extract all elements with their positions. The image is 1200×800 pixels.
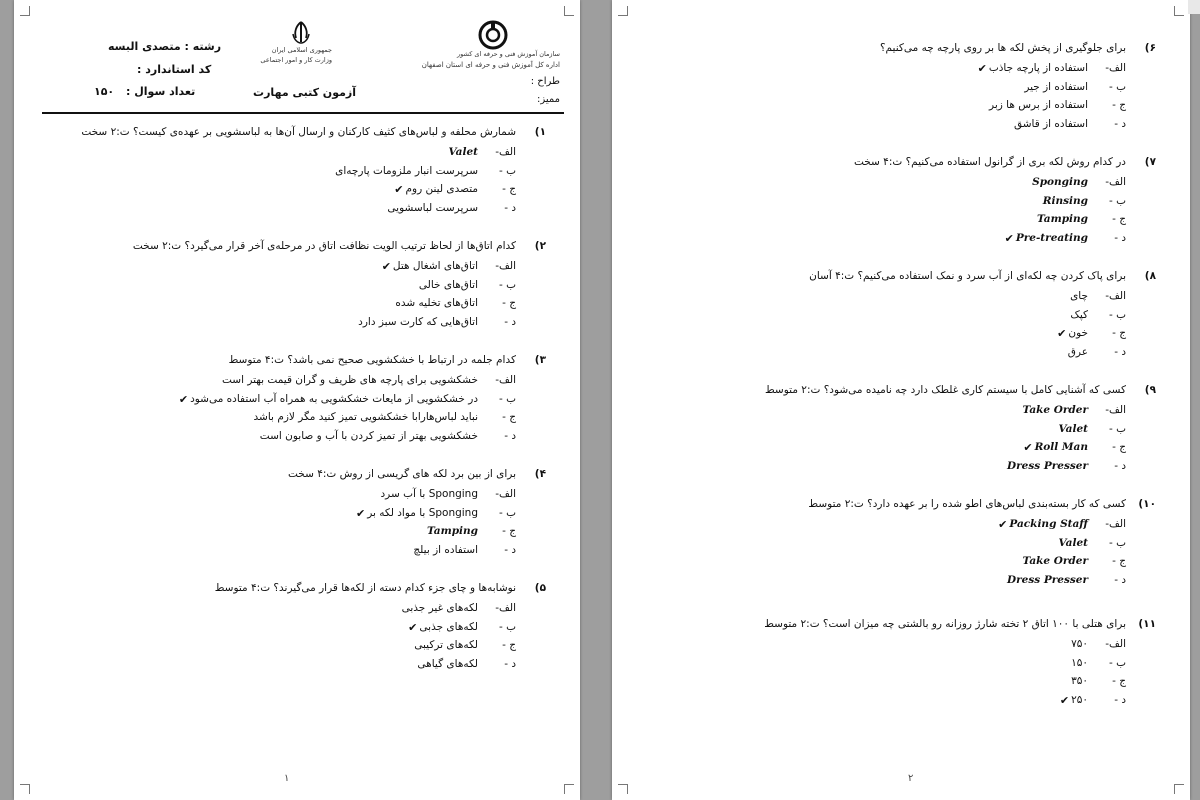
answer-option <box>448 146 516 158</box>
option-label: د - <box>1114 345 1126 358</box>
question-stem: برای جلوگیری از پخش لکه ها بر روی پارچه چه می‌کنیم؟ <box>879 42 1126 54</box>
question-block <box>646 618 1156 738</box>
option-text: لکه‌های جذبی <box>419 620 478 633</box>
option-text: Valet <box>1058 422 1088 435</box>
answer-option <box>1068 346 1126 358</box>
answer-option <box>408 621 516 634</box>
option-text: Rinsing <box>1042 194 1088 207</box>
page-2 <box>612 0 1190 800</box>
answer-option <box>989 99 1126 111</box>
question-block <box>646 42 1156 162</box>
answer-option <box>413 544 516 556</box>
field-label: رشته : متصدی البسه <box>108 40 222 53</box>
check-mark-icon: ✔ <box>977 62 987 75</box>
option-label: ب - <box>1108 194 1126 207</box>
answer-option <box>1071 638 1126 650</box>
question-stem: برای هتلی با ۱۰۰ اتاق ۲ تخته شارژ روزانه رو بالشتی چه میزان است؟ ت:۲ متوسط <box>764 618 1126 630</box>
option-text: اتاق‌های اشغال هتل <box>392 260 478 272</box>
option-label: ج - <box>1112 555 1126 567</box>
option-label: الف- <box>1105 404 1126 416</box>
option-label: ج - <box>502 525 516 537</box>
question-number: ۹) <box>1144 384 1156 396</box>
answer-option <box>1037 213 1126 225</box>
answer-option <box>1070 290 1126 302</box>
option-label: د - <box>1114 231 1126 244</box>
answer-option <box>1032 176 1126 188</box>
exam-title: آزمون کتبی مهارت <box>253 86 356 99</box>
option-label: الف- <box>495 374 516 386</box>
option-text: سرپرست انبار ملزومات پارچه‌ای <box>335 164 478 177</box>
reviewer-label: ممیز: <box>536 94 560 105</box>
option-text: Dress Presser <box>1007 459 1088 472</box>
option-text: استفاده از جیر <box>1024 80 1088 93</box>
option-text: Tamping <box>1036 213 1088 225</box>
answer-option <box>1023 404 1126 416</box>
option-label: د - <box>1114 117 1126 130</box>
question-stem: برای از بین برد لکه های گریسی از روش ت:۴ سخت <box>287 468 516 480</box>
crop-mark <box>618 784 628 794</box>
option-label: ب - <box>1108 422 1126 435</box>
option-text: خشکشویی بهتر از تمیز کردن با آب و صابون است <box>259 429 478 442</box>
question-number: ۳) <box>534 354 546 366</box>
answer-option <box>1043 195 1126 207</box>
option-label: د - <box>504 201 516 214</box>
option-label: ب - <box>1108 536 1126 549</box>
check-mark-icon: ✔ <box>408 620 418 634</box>
question-number: ۵) <box>534 582 546 594</box>
question-number: ۲) <box>534 240 546 252</box>
option-text: Roll Man <box>1034 441 1088 453</box>
check-mark-icon: ✔ <box>1057 327 1067 340</box>
question-stem: کدام جلمه در ارتباط با خشکشویی صحیح نمی باشد؟ ت:۴ متوسط <box>228 354 516 366</box>
option-label: ج - <box>1112 675 1126 687</box>
exam-header <box>42 14 564 114</box>
option-label: ج - <box>1112 327 1126 339</box>
option-label: ج - <box>1112 441 1126 453</box>
answer-option <box>382 260 516 273</box>
answer-option <box>1057 327 1126 340</box>
option-label: ج - <box>1112 99 1126 111</box>
answer-option <box>414 639 516 651</box>
question-stem: در کدام روش لکه بری از گرانول استفاده می‌کنیم؟ ت:۴ سخت <box>853 156 1126 168</box>
check-mark-icon: ✔ <box>178 392 189 406</box>
answer-option <box>1014 118 1126 130</box>
option-label: ج - <box>502 639 516 651</box>
option-text: استفاده از قاشق <box>1013 117 1088 130</box>
crop-mark <box>564 784 574 794</box>
answer-option <box>1023 555 1126 567</box>
answer-option <box>179 393 516 406</box>
answer-option <box>254 411 516 423</box>
crop-mark <box>564 6 574 16</box>
question-block <box>36 240 546 360</box>
option-text: Tamping <box>426 525 478 537</box>
question-block <box>646 270 1156 390</box>
answer-option <box>335 165 516 177</box>
option-text: لکه‌های غیر جذبی <box>401 602 478 614</box>
option-label: ب - <box>498 392 516 405</box>
crop-mark <box>20 784 30 794</box>
question-block <box>646 498 1156 618</box>
answer-option <box>1005 232 1126 245</box>
option-text: Pre-treating <box>1015 231 1088 244</box>
page-number: ۱ <box>284 773 290 784</box>
answer-option <box>1071 675 1126 687</box>
question-number: ۸) <box>1144 270 1156 282</box>
option-label: د - <box>1114 693 1126 706</box>
option-text: Valet <box>448 146 478 158</box>
crop-mark <box>1174 6 1184 16</box>
option-text: عرق <box>1067 345 1088 358</box>
option-text: خون <box>1068 327 1088 339</box>
question-number: ۱۱) <box>1138 618 1156 630</box>
option-label: ج - <box>1112 213 1126 225</box>
ministry-name-script: وزارت کار و امور اجتماعی <box>260 56 332 64</box>
option-text: استفاده از بیلچ <box>413 543 478 556</box>
question-block <box>36 354 546 474</box>
question-block <box>36 582 546 702</box>
question-block <box>646 156 1156 276</box>
question-number: ۱۰) <box>1138 498 1156 510</box>
crop-mark <box>1174 784 1184 794</box>
crop-mark <box>20 6 30 16</box>
question-number: ۶) <box>1144 42 1156 54</box>
tvto-logo-icon <box>478 20 508 54</box>
question-stem: برای پاک کردن چه لکه‌ای از آب سرد و نمک استفاده می‌کنیم؟ ت:۴ آسان <box>809 270 1126 282</box>
question-block <box>646 384 1156 504</box>
question-number: ۱) <box>534 126 546 138</box>
option-label: ج - <box>502 411 516 423</box>
option-label: ب - <box>498 164 516 177</box>
answer-option <box>1023 441 1126 454</box>
answer-option <box>417 658 516 670</box>
option-text: خشکشویی برای پارچه های ظریف و گران قیمت بهتر است <box>221 374 478 386</box>
answer-option <box>427 525 516 537</box>
question-stem: شمارش محلفه و لباس‌های کثیف کارکنان و ارسال آن‌ها به لباسشویی بر عهده‌ی کیست؟ ت:۲ سخت <box>81 126 516 138</box>
option-label: الف- <box>1105 518 1126 530</box>
option-text: اتاق‌هایی که کارت سبز دارد <box>358 315 478 328</box>
scrollbar[interactable] <box>1188 0 1200 14</box>
option-label: ب - <box>1108 80 1126 93</box>
option-text: استفاده از پارچه جاذب <box>988 62 1088 74</box>
page-1 <box>14 0 580 800</box>
answer-option <box>1007 460 1126 472</box>
answer-option <box>356 507 516 520</box>
option-text: Sponging با مواد لکه بر <box>367 506 478 519</box>
answer-option <box>1060 694 1126 707</box>
designer-label: طراح : <box>530 76 560 87</box>
answer-option <box>380 488 516 500</box>
option-text: در خشکشویی از مایعات خشکشویی به همراه آب استفاده می‌شود <box>190 392 478 405</box>
option-text: Sponging <box>1032 176 1088 188</box>
option-label: ج - <box>502 183 516 195</box>
answer-option <box>1024 81 1126 93</box>
option-text: ۲۵۰ <box>1071 693 1088 706</box>
answer-option <box>402 602 516 614</box>
option-label: ب - <box>1108 656 1126 669</box>
check-mark-icon: ✔ <box>998 518 1008 531</box>
option-text: لکه‌های ترکیبی <box>414 639 478 651</box>
answer-option <box>1071 657 1126 669</box>
option-text: ۷۵۰ <box>1071 638 1088 650</box>
check-mark-icon: ✔ <box>356 506 366 520</box>
option-text: لکه‌های گیاهی <box>417 657 478 670</box>
option-text: Valet <box>1058 536 1088 549</box>
org-name-script: سازمان آموزش فنی و حرفه ای کشور <box>456 50 560 58</box>
option-label: الف- <box>495 488 516 500</box>
answer-option <box>978 62 1126 75</box>
answer-option <box>1058 537 1126 549</box>
answer-option <box>419 279 516 291</box>
option-text: اتاق‌های خالی <box>418 278 478 291</box>
answer-option <box>998 518 1126 531</box>
option-label: الف- <box>495 260 516 272</box>
option-text: Take Order <box>1022 404 1088 416</box>
answer-option <box>222 374 516 386</box>
option-text: متصدی لینن روم <box>405 183 478 195</box>
answer-option <box>358 316 516 328</box>
option-label: الف- <box>1105 290 1126 302</box>
option-label: د - <box>1114 459 1126 472</box>
ministry-name-script: جمهوری اسلامی ایران <box>271 46 332 54</box>
option-text: ۳۵۰ <box>1071 675 1088 687</box>
option-text: سرپرست لباسشویی <box>387 201 478 214</box>
option-text: کپک <box>1070 308 1088 321</box>
answer-option <box>395 297 516 309</box>
answer-option <box>1070 309 1126 321</box>
answer-option <box>260 430 516 442</box>
option-label: ب - <box>498 620 516 633</box>
question-count-value: ۱۵۰ <box>94 85 115 98</box>
option-label: ج - <box>502 297 516 309</box>
question-number: ۴) <box>534 468 546 480</box>
answer-option <box>1058 423 1126 435</box>
option-label: د - <box>504 315 516 328</box>
standard-code-label: کد استاندارد : <box>137 63 212 76</box>
question-stem: کسی که آشنایی کامل با سیستم کاری غلطک دارد چه نامیده می‌شود؟ ت:۲ متوسط <box>764 384 1126 396</box>
check-mark-icon: ✔ <box>1023 441 1033 454</box>
check-mark-icon: ✔ <box>394 183 404 196</box>
question-block <box>36 126 546 246</box>
check-mark-icon: ✔ <box>381 260 391 273</box>
option-label: ب - <box>1108 308 1126 321</box>
option-label: د - <box>1114 573 1126 586</box>
option-label: الف- <box>1105 638 1126 650</box>
question-number: ۷) <box>1144 156 1156 168</box>
option-label: ب - <box>498 278 516 291</box>
option-label: د - <box>504 657 516 670</box>
option-label: د - <box>504 429 516 442</box>
page-number: ۲ <box>908 773 914 784</box>
option-label: الف- <box>495 146 516 158</box>
option-text: Sponging با آب سرد <box>380 488 478 500</box>
option-label: الف- <box>1105 176 1126 188</box>
check-mark-icon: ✔ <box>1059 693 1070 707</box>
option-label: الف- <box>1105 62 1126 74</box>
question-stem: نوشابه‌ها و چای جزء کدام دسته از لکه‌ها قرار می‌گیرند؟ ت:۴ متوسط <box>214 582 516 594</box>
question-stem: کدام اتاق‌ها از لحاظ ترتیب الویت نظافت اتاق در مرحله‌ی آخر قرار می‌گیرد؟ ت:۲ سخت <box>132 240 516 252</box>
answer-option <box>387 202 516 214</box>
org-subtitle: اداره کل آموزش فنی و حرفه ای استان اصفهان <box>421 61 560 69</box>
option-text: Dress Presser <box>1007 573 1088 586</box>
answer-option <box>1007 574 1126 586</box>
question-stem: کسی که کار بسته‌بندی لباس‌های اطو شده را بر عهده دارد؟ ت:۲ متوسط <box>808 498 1126 510</box>
answer-option <box>394 183 516 196</box>
question-block <box>36 468 546 588</box>
option-text: اتاق‌های تخلیه شده <box>395 297 478 309</box>
crop-mark <box>618 6 628 16</box>
check-mark-icon: ✔ <box>1004 231 1014 245</box>
option-label: الف- <box>495 602 516 614</box>
option-label: ب - <box>498 506 516 519</box>
question-count-label: تعداد سوال : <box>126 85 196 98</box>
option-label: د - <box>504 543 516 556</box>
option-text: Take Order <box>1022 555 1088 567</box>
option-text: نباید لباس‌هارابا خشکشویی تمیز کنید مگر لازم باشد <box>253 411 478 423</box>
option-text: ۱۵۰ <box>1071 656 1088 669</box>
option-text: Packing Staff <box>1009 518 1088 530</box>
option-text: چای <box>1070 290 1088 302</box>
option-text: استفاده از برس ها زبر <box>989 99 1088 111</box>
